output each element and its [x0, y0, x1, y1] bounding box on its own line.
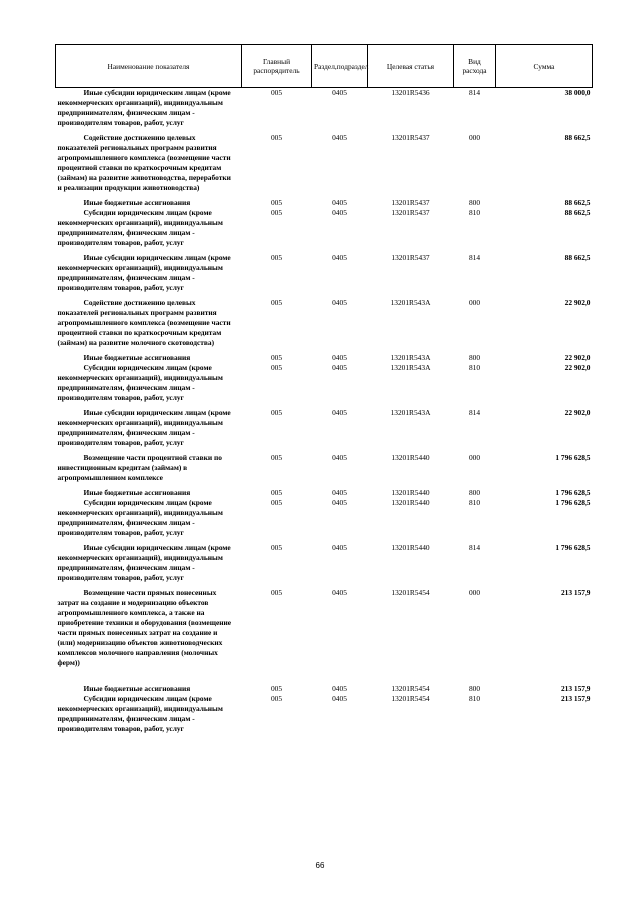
row-admin-cell: 005: [270, 588, 283, 597]
row-target-cell: 13201R5454: [391, 694, 430, 703]
row-name-text: Субсидии юридическим лицам (кроме некоммерческих организаций), индивидуальным предпринимателям, физическим лицам - производителям товаров, работ, услуг: [57, 694, 223, 733]
row-name-cell: [56, 133, 242, 198]
row-section-cell: 0405: [332, 353, 347, 362]
row-amount-cell: 88 662,5: [564, 133, 591, 142]
row-target-cell: 13201R5437: [391, 198, 430, 207]
row-name-text: Возмещение части прямых понесенных затрат на создание и модернизацию объектов агропромышленного комплекса, а также на приобретение техники и оборудования (возмещение части прямых понесенных затрат на создание и (или) модернизацию объектов животноводческих комплексов молочного направления (молочных ферм)): [57, 588, 232, 667]
row-admin-cell: 005: [270, 684, 283, 693]
row-name-cell: [56, 408, 242, 453]
table-row: [56, 198, 593, 208]
row-admin-cell: 005: [270, 198, 283, 207]
row-name-cell: [56, 353, 242, 363]
row-section-cell: 0405: [332, 488, 347, 497]
row-target-cell: 13201R543A: [390, 363, 431, 372]
table-row: [56, 498, 593, 543]
row-target-cell: 13201R5440: [391, 488, 430, 497]
budget-table-container: [55, 44, 592, 734]
row-admin-cell: 005: [270, 453, 283, 462]
table-row: [56, 88, 593, 134]
table-row: [56, 353, 593, 363]
row-amount-cell: 213 157,9: [560, 588, 591, 597]
row-amount-cell: 88 662,5: [564, 198, 591, 207]
header-name: Наименование показателя: [56, 45, 242, 88]
table-row: [56, 588, 593, 684]
row-name-cell: [56, 543, 242, 588]
row-target-cell: 13201R5437: [391, 133, 430, 142]
table-header-row: [56, 45, 593, 88]
row-section-cell: 0405: [332, 694, 347, 703]
row-type-cell: 000: [468, 588, 481, 597]
row-name-text: Возмещение части процентной ставки по инвестиционным кредитам (займам) в агропромышленном комплексе: [57, 453, 222, 482]
row-section-cell: 0405: [332, 588, 347, 597]
row-type-cell: 800: [468, 684, 481, 693]
row-target-cell: 13201R5440: [391, 543, 430, 552]
row-type-cell: 810: [468, 498, 481, 507]
row-name-cell: [56, 253, 242, 298]
row-section-cell: 0405: [332, 453, 347, 462]
row-amount-cell: 88 662,5: [564, 208, 591, 217]
row-type-cell: 000: [468, 453, 481, 462]
table-row: [56, 208, 593, 253]
row-name-cell: [56, 498, 242, 543]
row-name-cell: [56, 684, 242, 694]
row-admin-cell: 005: [270, 498, 283, 507]
row-amount-cell: 213 157,9: [560, 694, 591, 703]
row-admin-cell: 005: [270, 253, 283, 262]
row-name-cell: [56, 694, 242, 734]
row-admin-cell: 005: [270, 88, 283, 97]
row-type-cell: 810: [468, 694, 481, 703]
row-name-text: Субсидии юридическим лицам (кроме некоммерческих организаций), индивидуальным предпринимателям, физическим лицам - производителям товаров, работ, услуг: [57, 363, 223, 402]
row-section-cell: 0405: [332, 253, 347, 262]
row-target-cell: 13201R543A: [390, 408, 431, 417]
row-target-cell: 13201R5440: [391, 453, 430, 462]
row-section-cell: 0405: [332, 208, 347, 217]
row-name-text: Иные субсидии юридическим лицам (кроме некоммерческих организаций), индивидуальным предпринимателям, физическим лицам - производителям товаров, работ, услуг: [57, 543, 231, 582]
table-row: [56, 488, 593, 498]
row-target-cell: 13201R5436: [391, 88, 430, 97]
row-target-cell: 13201R5454: [391, 684, 430, 693]
row-name-text: Субсидии юридическим лицам (кроме некоммерческих организаций), индивидуальным предпринимателям, физическим лицам - производителям товаров, работ, услуг: [57, 498, 223, 537]
row-target-cell: 13201R5437: [391, 253, 430, 262]
row-admin-cell: 005: [270, 363, 283, 372]
row-section-cell: 0405: [332, 133, 347, 142]
row-type-cell: 814: [468, 88, 481, 97]
header-admin: Главный распорядитель: [242, 45, 312, 88]
row-type-cell: 810: [468, 363, 481, 372]
row-amount-cell: 22 902,0: [564, 353, 591, 362]
row-type-cell: 800: [468, 488, 481, 497]
row-name-text: Субсидии юридическим лицам (кроме некоммерческих организаций), индивидуальным предпринимателям, физическим лицам - производителям товаров, работ, услуг: [57, 208, 223, 247]
row-admin-cell: 005: [270, 694, 283, 703]
row-name-text: Иные субсидии юридическим лицам (кроме некоммерческих организаций), индивидуальным предпринимателям, физическим лицам - производителям товаров, работ, услуг: [57, 408, 231, 447]
table-row: [56, 253, 593, 298]
table-row: [56, 298, 593, 353]
page-number: 66: [315, 861, 325, 870]
row-name-cell: [56, 88, 242, 134]
row-name-cell: [56, 588, 242, 684]
budget-table: [55, 44, 593, 734]
row-target-cell: 13201R5437: [391, 208, 430, 217]
row-amount-cell: 1 796 628,5: [555, 498, 591, 507]
row-admin-cell: 005: [270, 543, 283, 552]
table-body: [56, 88, 593, 735]
row-amount-cell: 22 902,0: [564, 408, 591, 417]
row-type-cell: 814: [468, 543, 481, 552]
row-section-cell: 0405: [332, 298, 347, 307]
row-amount-cell: 1 796 628,5: [555, 543, 591, 552]
row-name-cell: [56, 198, 242, 208]
row-amount-cell: 213 157,9: [560, 684, 591, 693]
row-amount-cell: 22 902,0: [564, 363, 591, 372]
row-target-cell: 13201R543A: [390, 353, 431, 362]
row-name-cell: [56, 488, 242, 498]
row-name-cell: [56, 453, 242, 488]
table-row: [56, 694, 593, 734]
row-type-cell: 814: [468, 253, 481, 262]
table-row: [56, 684, 593, 694]
row-target-cell: 13201R5440: [391, 498, 430, 507]
row-admin-cell: 005: [270, 408, 283, 417]
row-amount-cell: 88 662,5: [564, 253, 591, 262]
row-name-cell: [56, 208, 242, 253]
row-amount-cell: 1 796 628,5: [555, 488, 591, 497]
row-type-cell: 800: [468, 353, 481, 362]
row-section-cell: 0405: [332, 363, 347, 372]
header-type: Вид расхода: [454, 45, 496, 88]
row-type-cell: 000: [468, 298, 481, 307]
header-amount: Сумма: [496, 45, 593, 88]
row-name-cell: [56, 363, 242, 408]
row-type-cell: 000: [468, 133, 481, 142]
row-name-text: Иные субсидии юридическим лицам (кроме некоммерческих организаций), индивидуальным предпринимателям, физическим лицам - производителям товаров, работ, услуг: [57, 253, 231, 292]
row-name-text: Содействие достижению целевых показателей региональных программ развития агропромышленного комплекса (возмещение части процентной ставки по краткосрочным кредитам (займам) на развитие молочного скотоводства): [57, 298, 231, 347]
header-target: Целевая статья: [368, 45, 454, 88]
row-name-text: Иные бюджетные ассигнования: [83, 353, 191, 362]
row-admin-cell: 005: [270, 133, 283, 142]
row-section-cell: 0405: [332, 684, 347, 693]
row-admin-cell: 005: [270, 208, 283, 217]
row-type-cell: 814: [468, 408, 481, 417]
row-name-text: Иные бюджетные ассигнования: [83, 198, 191, 207]
row-section-cell: 0405: [332, 543, 347, 552]
row-type-cell: 800: [468, 198, 481, 207]
row-section-cell: 0405: [332, 88, 347, 97]
row-admin-cell: 005: [270, 488, 283, 497]
row-amount-cell: 22 902,0: [564, 298, 591, 307]
row-section-cell: 0405: [332, 408, 347, 417]
row-section-cell: 0405: [332, 498, 347, 507]
row-name-cell: [56, 298, 242, 353]
row-admin-cell: 005: [270, 298, 283, 307]
row-name-text: Содействие достижению целевых показателей региональных программ развития агропромышленного комплекса (возмещение части процентной ставки по краткосрочным кредитам (займам) на развитие животноводства, переработки и реализации продукции животноводства): [57, 133, 231, 192]
row-type-cell: 810: [468, 208, 481, 217]
row-name-text: Иные субсидии юридическим лицам (кроме некоммерческих организаций), индивидуальным предпринимателям, физическим лицам - производителям товаров, работ, услуг: [57, 88, 231, 127]
row-amount-cell: 38 000,0: [564, 88, 591, 97]
row-target-cell: 13201R5454: [391, 588, 430, 597]
row-target-cell: 13201R543A: [390, 298, 431, 307]
row-name-text: Иные бюджетные ассигнования: [83, 684, 191, 693]
table-row: [56, 543, 593, 588]
table-row: [56, 453, 593, 488]
row-section-cell: 0405: [332, 198, 347, 207]
row-amount-cell: 1 796 628,5: [555, 453, 591, 462]
table-row: [56, 133, 593, 198]
table-row: [56, 408, 593, 453]
row-admin-cell: 005: [270, 353, 283, 362]
row-name-text: Иные бюджетные ассигнования: [83, 488, 191, 497]
table-row: [56, 363, 593, 408]
header-section: Раздел,подраздел: [312, 45, 368, 88]
